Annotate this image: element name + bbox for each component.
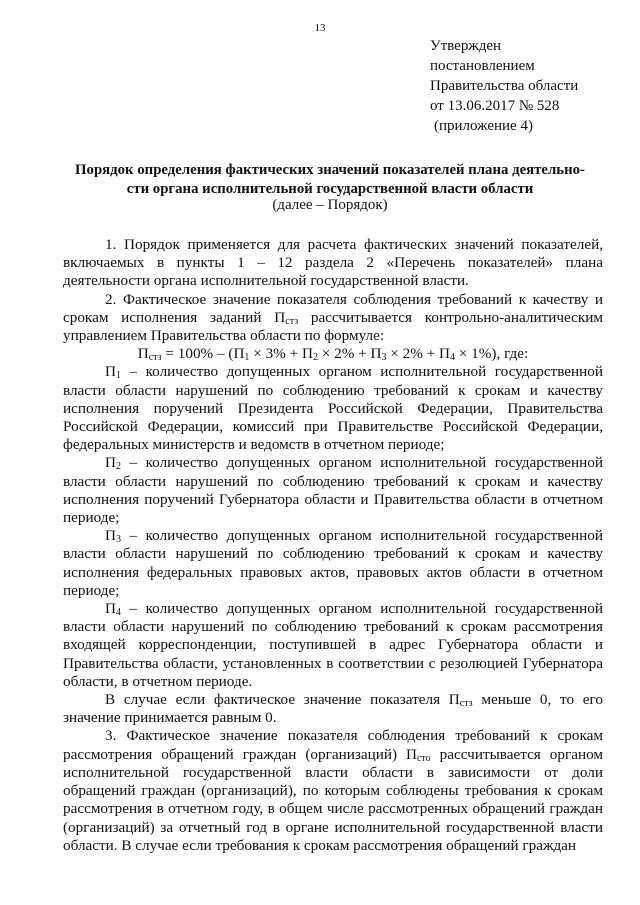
paragraph-2 bbox=[63, 291, 603, 346]
text-run: П bbox=[105, 363, 116, 381]
text-run: – количество допущенных органом исполнительной государственной власти области нарушений по соблюдению требований к срокам рассмотрения входящей корреспонденции, поступившей в адрес Губернатора области и Правительства области, установленных в соответствии с резолюцией Губернатора области, в отчетном периоде. bbox=[63, 600, 603, 690]
subscript: стз bbox=[285, 315, 299, 327]
subscript: 3 bbox=[381, 352, 387, 364]
text-run: – количество допущенных органом исполнительной государственной власти области нарушений по соблюдению требований к срокам и качеству исполнения поручений Губернатора области и Правительства области в отчетном периоде; bbox=[63, 454, 603, 527]
text-run: меньше 0, то его значение принимается равным 0. bbox=[63, 691, 603, 727]
paragraph-negative-note bbox=[63, 691, 603, 727]
document-subtitle: (далее – Порядок) bbox=[272, 197, 388, 213]
subscript: 4 bbox=[450, 352, 456, 364]
text-run: – количество допущенных органом исполнительной государственной власти области нарушений по соблюдению требований к срокам и качеству исполнения федеральных правовых актов, правовых актов области в отчетном периоде; bbox=[63, 527, 603, 599]
subscript: 2 bbox=[312, 352, 318, 364]
subscript: 1 bbox=[244, 352, 250, 364]
paragraph-p4-definition bbox=[63, 600, 603, 691]
page-number: 13 bbox=[314, 22, 326, 34]
subscript: стз bbox=[148, 352, 162, 364]
text-run: В случае если фактическое значение показателя П bbox=[105, 691, 460, 709]
text-run: × 2% + П bbox=[386, 345, 451, 363]
text-run: × 1%), где: bbox=[455, 345, 529, 363]
paragraph-3 bbox=[63, 727, 603, 854]
subscript: сто bbox=[416, 752, 431, 764]
title-line: Порядок определения фактических значений показателей плана деятельно- bbox=[75, 162, 585, 178]
text-run: 2. Фактическое значение показателя соблюдения требований к качеству и срокам исполнения заданий П bbox=[63, 290, 603, 326]
formula bbox=[63, 345, 603, 363]
approval-line: Утвержден bbox=[430, 38, 502, 54]
appendix-label: (приложение 4) bbox=[434, 118, 533, 134]
subscript: стз bbox=[459, 698, 473, 710]
text-run: П bbox=[105, 527, 116, 545]
approval-line: постановлением bbox=[430, 58, 535, 74]
approval-line: от 13.06.2017 № 528 bbox=[430, 98, 560, 114]
text-run: рассчитывается контрольно-аналитическим управлением Правительства области по формуле: bbox=[63, 308, 603, 345]
paragraph-p2-definition bbox=[63, 454, 603, 527]
subscript: 1 bbox=[115, 370, 121, 382]
text-run: = 100% – (П bbox=[161, 345, 245, 363]
text-run: рассчитывается органом исполнительной государственной власти области в зависимости от доли обращений граждан (организаций), по которым соблюдены требования к срокам рассмотрения в отчетном году, в общем числе рассмотренных обращений граждан (организаций) за отчетный год в органе исполнительной государственной власти области. В случае если требования к срокам рассмотрения обращений граждан bbox=[63, 745, 603, 854]
paragraph-p3-definition bbox=[63, 527, 603, 600]
approval-block bbox=[430, 36, 578, 136]
title-line: сти органа исполнительной государственной власти области bbox=[126, 181, 534, 197]
subscript: 4 bbox=[115, 607, 121, 619]
paragraph-p1-definition bbox=[63, 363, 603, 454]
approval-line: Правительства области bbox=[430, 78, 579, 94]
text-run: П bbox=[137, 345, 149, 363]
paragraph-1: 1. Порядок применяется для расчета фактических значений показателей, включаемых в пункты 1 – 12 раздела 2 «Перечень показателей» плана деятельности органа исполнительной государственной власти. bbox=[63, 236, 603, 290]
subscript: 3 bbox=[115, 534, 121, 546]
document-title bbox=[40, 161, 620, 199]
text-run: 3. Фактическое значение показателя соблюдения требований к срокам рассмотрения обращений граждан (организаций) П bbox=[63, 727, 603, 763]
document-body bbox=[63, 236, 603, 855]
text-run: П bbox=[105, 454, 116, 472]
subscript: 2 bbox=[115, 461, 121, 473]
text-run: П bbox=[105, 600, 116, 618]
text-run: × 3% + П bbox=[249, 345, 313, 363]
text-run: – количество допущенных органом исполнительной государственной власти области нарушений по соблюдению требований к срокам и качеству исполнения поручений Президента Российской Федерации, Правительства Российской Федерации, комиссий при Правительстве Российской Федерации, федеральных министерств и ведомств в отчетном периоде; bbox=[63, 363, 603, 454]
text-run: × 2% + П bbox=[317, 345, 382, 363]
